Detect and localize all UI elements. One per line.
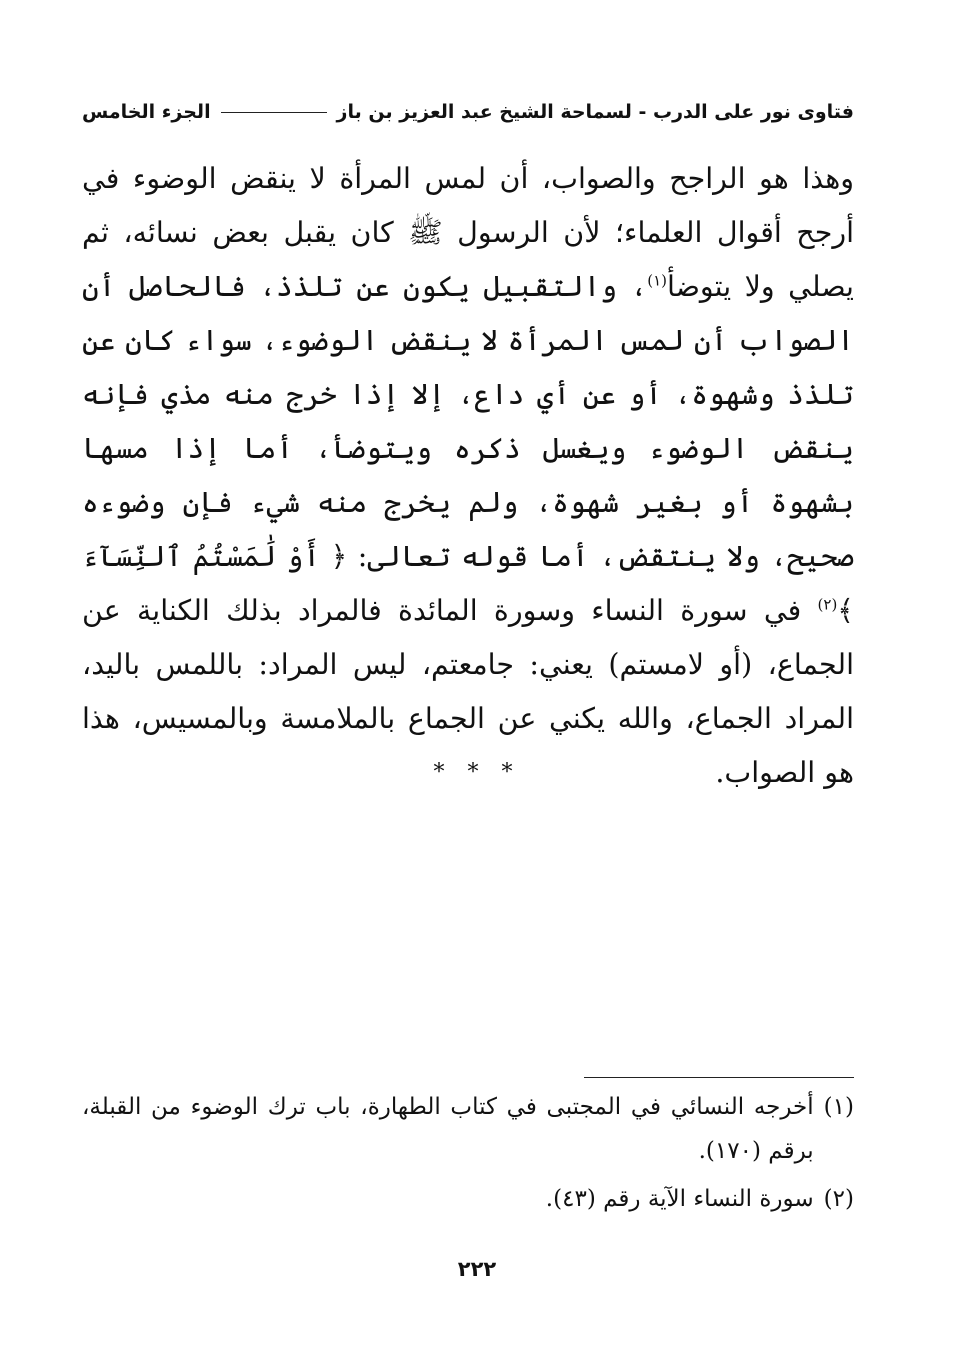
- footnote-1: [82, 1085, 854, 1173]
- running-header: [82, 92, 854, 132]
- footnote-2-number: (٢): [823, 1186, 854, 1212]
- footnote-1-text: أخرجه النسائي في المجتبى في كتاب الطهارة، باب ترك الوضوء من القبلة، برقم (١٧٠).: [82, 1094, 814, 1164]
- paragraph-part-1: وهذا هو الراجح والصواب، أن لمس المرأة لا ينقض الوضوء في أرجح أقوال العلماء؛ لأن الرسول ﷺ كان يقبل بعض نسائه، ثم يصلي ولا يتوضأ: [82, 162, 854, 303]
- page-number: ٢٢٢: [457, 1257, 497, 1281]
- footnote-2: [82, 1177, 854, 1221]
- paragraph-part-3: في سورة النساء وسورة المائدة فالمراد بذلك الكناية عن الجماع، (أو لامستم) يعني: جامعتم، ليس المراد: باللمس باليد، المراد الجماع، والله يكني عن الجماع بالملامسة وبالمسيس، هذا هو الصواب.: [82, 594, 854, 789]
- footnote-1-number: (١): [823, 1094, 854, 1120]
- footnote-rule: [584, 1077, 854, 1078]
- header-part: الجزء الخامس: [82, 101, 211, 123]
- main-paragraph: [82, 152, 854, 800]
- header-title: فتاوى نور على الدرب - لسماحة الشيخ عبد العزيز بن باز: [336, 101, 854, 123]
- footnote-ref-2[interactable]: (٢): [817, 595, 838, 614]
- section-separator: * * *: [433, 760, 521, 785]
- header-rule: [221, 112, 327, 113]
- footnotes: [82, 1085, 854, 1225]
- footnote-2-text: سورة النساء الآية رقم (٤٣).: [545, 1186, 814, 1212]
- paragraph-part-2: ، والتقبيل يكون عن تلذذ، فالحاصل أن الصواب أن لمس المرأة لا ينقض الوضوء، سواء كان عن تلذذ وشهوة، أو عن أي داع، إلا إذا خرج منه مذي فإنه ينقض الوضوء ويغسل ذكره ويتوضأ، أما إذا مسها بشهوة أو بغير شهوة، ولم يخرج منه شيء فإن وضوءه صحيح، ولا ينتقض، أما قوله تعالى: ﴿ أَوْ لَٰمَسْتُمُ ٱلنِّسَآءَ ﴾: [82, 270, 854, 627]
- footnote-ref-1[interactable]: (١): [647, 271, 668, 290]
